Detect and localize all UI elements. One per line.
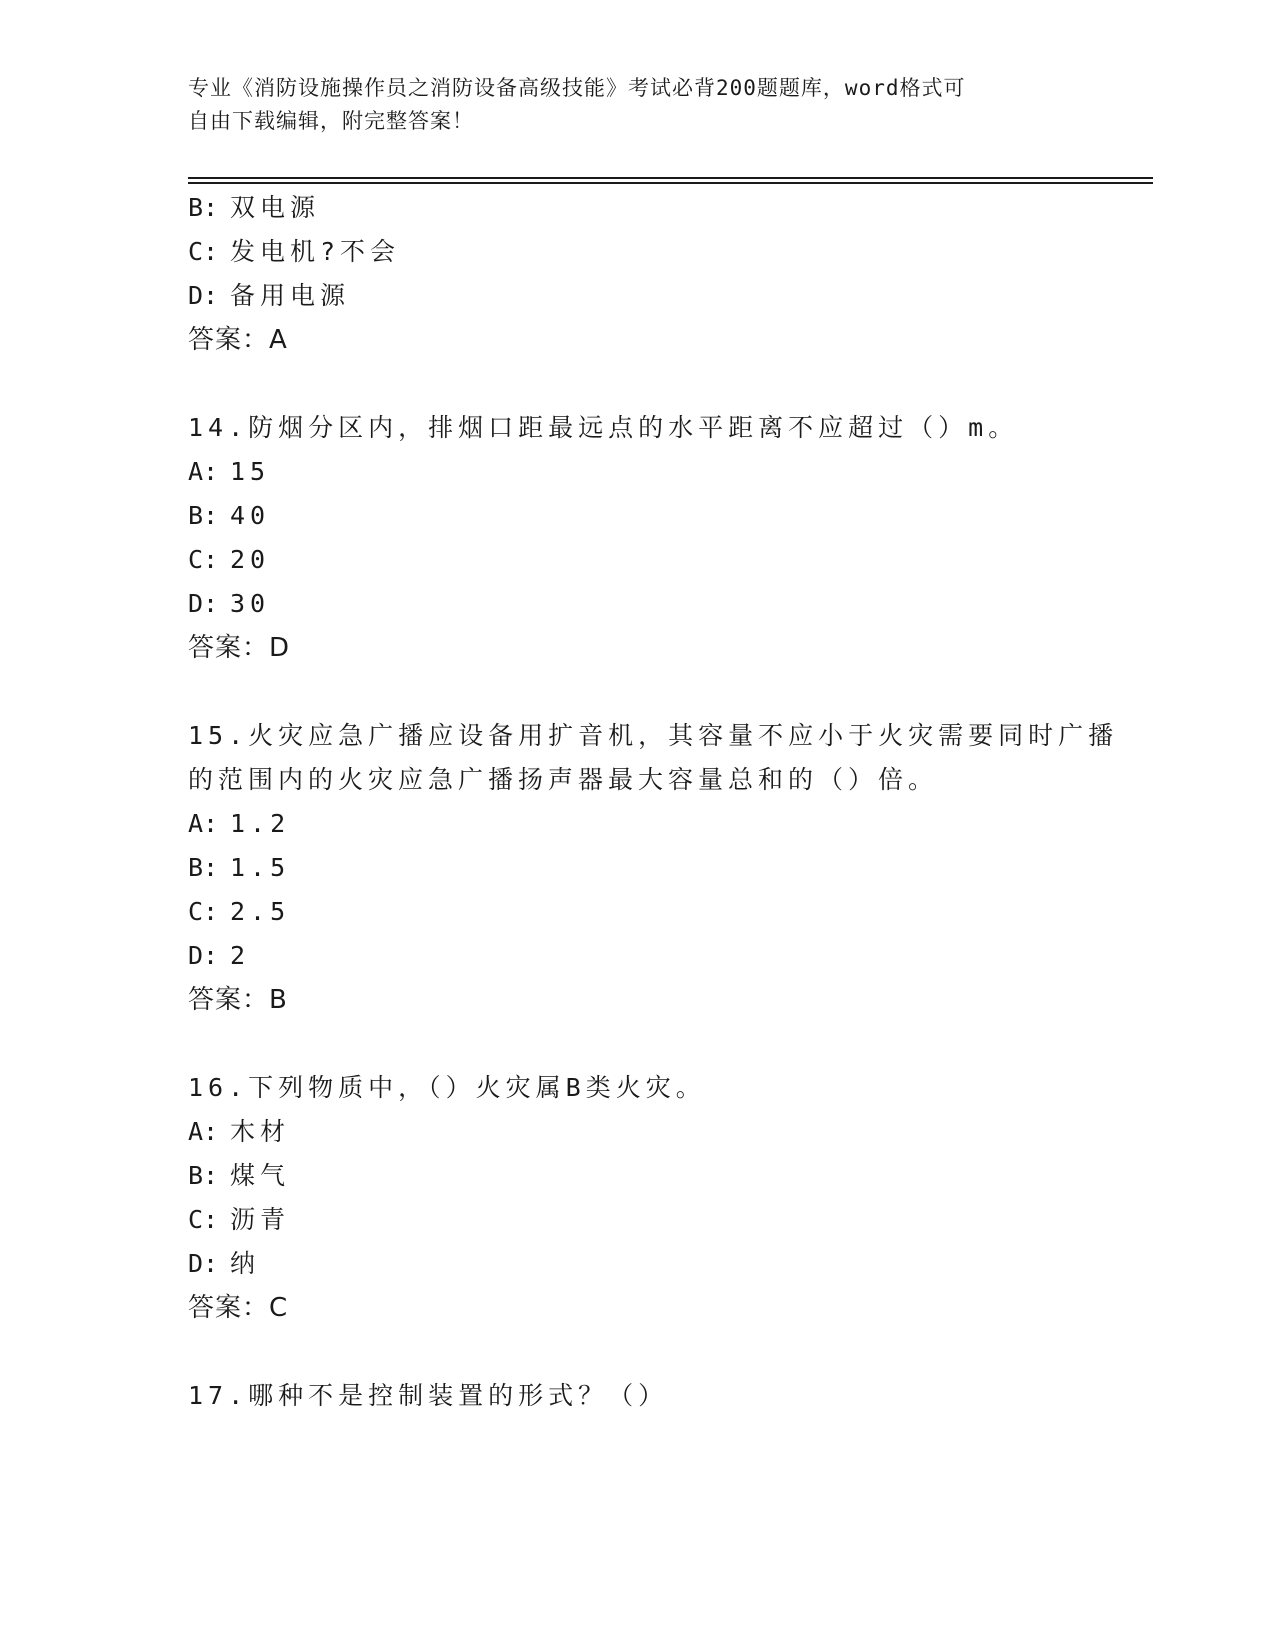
option-text: 煤气 [230,1161,291,1190]
document-header [188,72,1088,138]
q16-option-c [188,1204,290,1236]
option-label: D: [188,941,219,970]
q15-option-b [188,852,290,884]
option-text: 1.2 [230,809,291,838]
q14-stem: 14.防烟分区内，排烟口距最远点的水平距离不应超过（）m。 [188,413,1019,442]
q15-option-a [188,808,290,840]
option-label: C: [188,237,219,266]
option-label: B: [188,193,219,222]
q14-option-a [188,456,270,488]
header-line-2: 自由下载编辑，附完整答案！ [188,109,474,133]
header-divider-top [188,177,1153,179]
option-text: 双电源 [230,193,321,222]
option-label: A: [188,457,219,486]
q16-option-b [188,1160,290,1192]
option-text: 发电机?不会 [230,237,401,266]
option-text: 20 [230,545,271,574]
option-label: C: [188,545,219,574]
option-text: 2 [230,941,251,970]
q15-option-c [188,896,290,928]
q16-option-a [188,1116,290,1148]
option-label: D: [188,281,219,310]
option-label: D: [188,1249,219,1278]
option-text: 木材 [230,1117,291,1146]
q14-option-d [188,588,270,620]
option-label: B: [188,501,219,530]
header-line-1: 专业《消防设施操作员之消防设备高级技能》考试必背200题题库，word格式可 [188,76,966,100]
q16-option-d [188,1248,260,1280]
option-text: 沥青 [230,1205,291,1234]
option-label: A: [188,1117,219,1146]
option-label: C: [188,1205,219,1234]
option-text: 2.5 [230,897,291,926]
option-text: 纳 [230,1249,261,1278]
option-text: 40 [230,501,271,530]
q13-option-d [188,280,350,312]
option-text: 备用电源 [230,281,351,310]
q13-answer: 答案：A [188,325,288,355]
option-label: B: [188,1161,219,1190]
q14-option-c [188,544,270,576]
q16-answer: 答案：C [188,1293,289,1323]
header-divider-bottom [188,182,1153,184]
option-text: 1.5 [230,853,291,882]
option-text: 15 [230,457,271,486]
option-label: C: [188,897,219,926]
option-label: A: [188,809,219,838]
q16-stem: 16.下列物质中，（）火灾属B类火灾。 [188,1073,706,1102]
option-label: B: [188,853,219,882]
q14-option-b [188,500,270,532]
option-label: D: [188,589,219,618]
q15-option-d [188,940,250,972]
option-text: 30 [230,589,271,618]
q13-option-c [188,236,400,268]
q13-option-b [188,192,320,224]
q15-answer: 答案：B [188,985,288,1015]
q15-stem-line-2: 的范围内的火灾应急广播扬声器最大容量总和的（）倍。 [188,765,939,794]
q15-stem-line-1: 15.火灾应急广播应设备用扩音机，其容量不应小于火灾需要同时广播 [188,721,1119,750]
q17-stem: 17.哪种不是控制装置的形式？（） [188,1381,669,1410]
q14-answer: 答案：D [188,633,291,663]
